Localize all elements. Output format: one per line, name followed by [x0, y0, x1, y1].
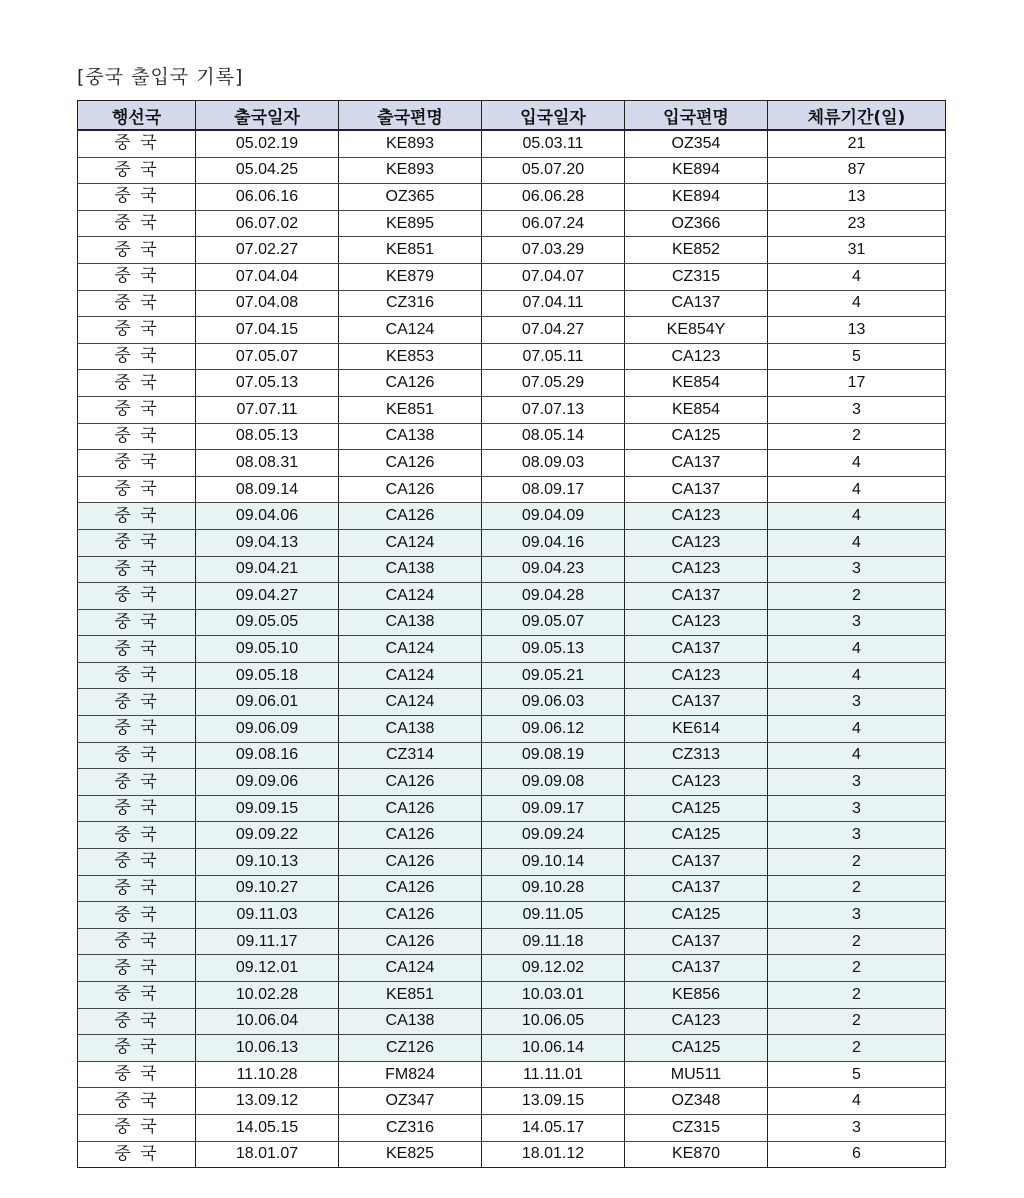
- stay-days-cell: 3: [768, 769, 946, 796]
- stay-days-cell: 4: [768, 476, 946, 503]
- stay-days-cell: 3: [768, 689, 946, 716]
- departure-date-cell: 07.05.07: [196, 343, 339, 370]
- table-row: [78, 662, 946, 689]
- stay-days-cell: 4: [768, 662, 946, 689]
- arrival-flight-cell: MU511: [625, 1061, 768, 1088]
- arrival-date-cell: 09.04.16: [482, 529, 625, 556]
- arrival-date-cell: 09.05.21: [482, 662, 625, 689]
- arrival-flight-cell: CA137: [625, 636, 768, 663]
- arrival-flight-cell: CA137: [625, 476, 768, 503]
- destination-cell: 중 국: [78, 1088, 196, 1115]
- departure-flight-cell: FM824: [339, 1061, 482, 1088]
- departure-date-cell: 08.05.13: [196, 423, 339, 450]
- departure-flight-cell: KE893: [339, 157, 482, 184]
- arrival-flight-cell: CA125: [625, 423, 768, 450]
- stay-days-cell: 87: [768, 157, 946, 184]
- arrival-flight-cell: OZ354: [625, 130, 768, 157]
- destination-cell: 중 국: [78, 529, 196, 556]
- departure-flight-cell: KE851: [339, 396, 482, 423]
- destination-cell: 중 국: [78, 450, 196, 477]
- departure-flight-cell: CA126: [339, 849, 482, 876]
- destination-cell: 중 국: [78, 263, 196, 290]
- arrival-flight-cell: CA125: [625, 1035, 768, 1062]
- table-row: [78, 583, 946, 610]
- stay-days-cell: 6: [768, 1141, 946, 1168]
- table-row: [78, 343, 946, 370]
- arrival-date-cell: 10.06.05: [482, 1008, 625, 1035]
- departure-date-cell: 07.07.11: [196, 396, 339, 423]
- stay-days-cell: 17: [768, 370, 946, 397]
- stay-days-cell: 2: [768, 982, 946, 1009]
- stay-days-cell: 4: [768, 716, 946, 743]
- table-row: [78, 689, 946, 716]
- stay-days-cell: 3: [768, 609, 946, 636]
- document-title: [중국 출입국 기록]: [77, 66, 244, 88]
- stay-days-cell: 2: [768, 1008, 946, 1035]
- stay-days-cell: 2: [768, 875, 946, 902]
- departure-date-cell: 14.05.15: [196, 1114, 339, 1141]
- departure-date-cell: 09.06.09: [196, 716, 339, 743]
- departure-flight-cell: KE895: [339, 210, 482, 237]
- arrival-flight-cell: KE614: [625, 716, 768, 743]
- arrival-date-cell: 05.07.20: [482, 157, 625, 184]
- destination-cell: 중 국: [78, 795, 196, 822]
- departure-flight-cell: CA126: [339, 503, 482, 530]
- departure-flight-cell: KE851: [339, 982, 482, 1009]
- departure-flight-cell: CA126: [339, 795, 482, 822]
- departure-date-cell: 05.04.25: [196, 157, 339, 184]
- departure-date-cell: 09.12.01: [196, 955, 339, 982]
- arrival-flight-cell: KE870: [625, 1141, 768, 1168]
- destination-cell: 중 국: [78, 290, 196, 317]
- header-departure-flight: 출국편명: [339, 101, 482, 131]
- destination-cell: 중 국: [78, 210, 196, 237]
- arrival-date-cell: 05.03.11: [482, 130, 625, 157]
- arrival-date-cell: 07.04.07: [482, 263, 625, 290]
- arrival-flight-cell: CA137: [625, 583, 768, 610]
- table-row: [78, 130, 946, 157]
- departure-date-cell: 10.02.28: [196, 982, 339, 1009]
- table-row: [78, 1061, 946, 1088]
- departure-flight-cell: OZ347: [339, 1088, 482, 1115]
- table-row: [78, 370, 946, 397]
- destination-cell: 중 국: [78, 902, 196, 929]
- departure-flight-cell: CA138: [339, 609, 482, 636]
- stay-days-cell: 13: [768, 184, 946, 211]
- destination-cell: 중 국: [78, 556, 196, 583]
- table-row: [78, 1088, 946, 1115]
- departure-date-cell: 06.06.16: [196, 184, 339, 211]
- arrival-flight-cell: CA125: [625, 902, 768, 929]
- destination-cell: 중 국: [78, 928, 196, 955]
- departure-date-cell: 09.06.01: [196, 689, 339, 716]
- arrival-flight-cell: OZ366: [625, 210, 768, 237]
- departure-date-cell: 06.07.02: [196, 210, 339, 237]
- table-row: [78, 157, 946, 184]
- departure-date-cell: 09.11.17: [196, 928, 339, 955]
- table-row: [78, 423, 946, 450]
- departure-flight-cell: CA126: [339, 822, 482, 849]
- arrival-flight-cell: CA125: [625, 822, 768, 849]
- arrival-date-cell: 09.09.17: [482, 795, 625, 822]
- table-row: [78, 742, 946, 769]
- table-row: [78, 795, 946, 822]
- departure-date-cell: 09.04.27: [196, 583, 339, 610]
- departure-date-cell: 07.02.27: [196, 237, 339, 264]
- departure-flight-cell: CA138: [339, 423, 482, 450]
- departure-flight-cell: CA124: [339, 317, 482, 344]
- arrival-date-cell: 07.03.29: [482, 237, 625, 264]
- departure-flight-cell: KE893: [339, 130, 482, 157]
- table-row: [78, 955, 946, 982]
- table-row: [78, 450, 946, 477]
- table-row: [78, 716, 946, 743]
- departure-date-cell: 09.05.18: [196, 662, 339, 689]
- destination-cell: 중 국: [78, 1061, 196, 1088]
- destination-cell: 중 국: [78, 662, 196, 689]
- table-header-row: [78, 101, 946, 131]
- table-row: [78, 902, 946, 929]
- header-arrival-date: 입국일자: [482, 101, 625, 131]
- arrival-date-cell: 10.06.14: [482, 1035, 625, 1062]
- stay-days-cell: 3: [768, 1114, 946, 1141]
- destination-cell: 중 국: [78, 1035, 196, 1062]
- departure-flight-cell: KE853: [339, 343, 482, 370]
- arrival-date-cell: 11.11.01: [482, 1061, 625, 1088]
- arrival-date-cell: 07.07.13: [482, 396, 625, 423]
- stay-days-cell: 23: [768, 210, 946, 237]
- stay-days-cell: 21: [768, 130, 946, 157]
- departure-date-cell: 09.05.05: [196, 609, 339, 636]
- stay-days-cell: 13: [768, 317, 946, 344]
- table-row: [78, 184, 946, 211]
- table-row: [78, 290, 946, 317]
- table-row: [78, 1114, 946, 1141]
- arrival-flight-cell: CZ315: [625, 263, 768, 290]
- destination-cell: 중 국: [78, 742, 196, 769]
- destination-cell: 중 국: [78, 157, 196, 184]
- stay-days-cell: 2: [768, 928, 946, 955]
- header-departure-date: 출국일자: [196, 101, 339, 131]
- departure-date-cell: 07.04.04: [196, 263, 339, 290]
- departure-flight-cell: CA138: [339, 1008, 482, 1035]
- stay-days-cell: 3: [768, 556, 946, 583]
- destination-cell: 중 국: [78, 184, 196, 211]
- departure-flight-cell: CZ126: [339, 1035, 482, 1062]
- destination-cell: 중 국: [78, 636, 196, 663]
- stay-days-cell: 3: [768, 795, 946, 822]
- arrival-date-cell: 09.10.28: [482, 875, 625, 902]
- stay-days-cell: 3: [768, 396, 946, 423]
- arrival-date-cell: 18.01.12: [482, 1141, 625, 1168]
- table-row: [78, 928, 946, 955]
- destination-cell: 중 국: [78, 875, 196, 902]
- destination-cell: 중 국: [78, 476, 196, 503]
- departure-flight-cell: CA138: [339, 556, 482, 583]
- arrival-date-cell: 13.09.15: [482, 1088, 625, 1115]
- departure-flight-cell: CZ314: [339, 742, 482, 769]
- arrival-date-cell: 10.03.01: [482, 982, 625, 1009]
- destination-cell: 중 국: [78, 237, 196, 264]
- table-row: [78, 503, 946, 530]
- arrival-date-cell: 09.08.19: [482, 742, 625, 769]
- departure-flight-cell: CZ316: [339, 1114, 482, 1141]
- departure-date-cell: 07.04.15: [196, 317, 339, 344]
- arrival-flight-cell: KE894: [625, 184, 768, 211]
- table-row: [78, 317, 946, 344]
- arrival-date-cell: 08.05.14: [482, 423, 625, 450]
- arrival-date-cell: 07.05.29: [482, 370, 625, 397]
- arrival-flight-cell: CA123: [625, 343, 768, 370]
- arrival-flight-cell: KE854: [625, 370, 768, 397]
- departure-date-cell: 09.09.15: [196, 795, 339, 822]
- table-row: [78, 609, 946, 636]
- arrival-flight-cell: CA137: [625, 875, 768, 902]
- stay-days-cell: 4: [768, 742, 946, 769]
- stay-days-cell: 3: [768, 822, 946, 849]
- departure-date-cell: 13.09.12: [196, 1088, 339, 1115]
- stay-days-cell: 5: [768, 343, 946, 370]
- stay-days-cell: 5: [768, 1061, 946, 1088]
- arrival-flight-cell: CA125: [625, 795, 768, 822]
- destination-cell: 중 국: [78, 1141, 196, 1168]
- arrival-flight-cell: CA137: [625, 849, 768, 876]
- arrival-flight-cell: CA123: [625, 503, 768, 530]
- departure-date-cell: 10.06.13: [196, 1035, 339, 1062]
- destination-cell: 중 국: [78, 849, 196, 876]
- destination-cell: 중 국: [78, 822, 196, 849]
- destination-cell: 중 국: [78, 955, 196, 982]
- departure-date-cell: 05.02.19: [196, 130, 339, 157]
- arrival-flight-cell: CA123: [625, 662, 768, 689]
- arrival-date-cell: 09.11.18: [482, 928, 625, 955]
- arrival-date-cell: 09.09.08: [482, 769, 625, 796]
- departure-flight-cell: CA126: [339, 875, 482, 902]
- destination-cell: 중 국: [78, 689, 196, 716]
- arrival-flight-cell: CA123: [625, 609, 768, 636]
- departure-date-cell: 09.04.06: [196, 503, 339, 530]
- table-row: [78, 1141, 946, 1168]
- table-row: [78, 556, 946, 583]
- departure-flight-cell: CA124: [339, 636, 482, 663]
- arrival-date-cell: 09.05.13: [482, 636, 625, 663]
- destination-cell: 중 국: [78, 609, 196, 636]
- departure-date-cell: 09.04.13: [196, 529, 339, 556]
- departure-date-cell: 07.04.08: [196, 290, 339, 317]
- destination-cell: 중 국: [78, 343, 196, 370]
- arrival-date-cell: 07.04.11: [482, 290, 625, 317]
- stay-days-cell: 4: [768, 1088, 946, 1115]
- arrival-flight-cell: KE894: [625, 157, 768, 184]
- stay-days-cell: 2: [768, 583, 946, 610]
- arrival-flight-cell: CA123: [625, 1008, 768, 1035]
- destination-cell: 중 국: [78, 370, 196, 397]
- departure-flight-cell: CA126: [339, 769, 482, 796]
- arrival-date-cell: 06.07.24: [482, 210, 625, 237]
- destination-cell: 중 국: [78, 396, 196, 423]
- table-row: [78, 1035, 946, 1062]
- arrival-date-cell: 09.06.03: [482, 689, 625, 716]
- arrival-flight-cell: CA123: [625, 529, 768, 556]
- arrival-date-cell: 07.04.27: [482, 317, 625, 344]
- arrival-date-cell: 07.05.11: [482, 343, 625, 370]
- destination-cell: 중 국: [78, 982, 196, 1009]
- stay-days-cell: 3: [768, 902, 946, 929]
- arrival-flight-cell: KE854: [625, 396, 768, 423]
- departure-date-cell: 18.01.07: [196, 1141, 339, 1168]
- table-row: [78, 210, 946, 237]
- departure-date-cell: 09.11.03: [196, 902, 339, 929]
- departure-date-cell: 09.09.06: [196, 769, 339, 796]
- departure-date-cell: 08.08.31: [196, 450, 339, 477]
- stay-days-cell: 4: [768, 529, 946, 556]
- arrival-flight-cell: CZ313: [625, 742, 768, 769]
- departure-flight-cell: CA124: [339, 583, 482, 610]
- destination-cell: 중 국: [78, 130, 196, 157]
- arrival-date-cell: 09.11.05: [482, 902, 625, 929]
- arrival-flight-cell: CA137: [625, 955, 768, 982]
- destination-cell: 중 국: [78, 769, 196, 796]
- arrival-date-cell: 06.06.28: [482, 184, 625, 211]
- departure-date-cell: 10.06.04: [196, 1008, 339, 1035]
- stay-days-cell: 4: [768, 263, 946, 290]
- departure-flight-cell: CA138: [339, 716, 482, 743]
- destination-cell: 중 국: [78, 1114, 196, 1141]
- destination-cell: 중 국: [78, 1008, 196, 1035]
- departure-flight-cell: CA126: [339, 928, 482, 955]
- table-row: [78, 822, 946, 849]
- departure-flight-cell: KE851: [339, 237, 482, 264]
- departure-date-cell: 08.09.14: [196, 476, 339, 503]
- table-row: [78, 849, 946, 876]
- departure-flight-cell: CA124: [339, 955, 482, 982]
- departure-flight-cell: KE879: [339, 263, 482, 290]
- arrival-flight-cell: KE856: [625, 982, 768, 1009]
- departure-flight-cell: CZ316: [339, 290, 482, 317]
- departure-flight-cell: CA124: [339, 529, 482, 556]
- departure-date-cell: 11.10.28: [196, 1061, 339, 1088]
- arrival-flight-cell: CA137: [625, 689, 768, 716]
- departure-flight-cell: OZ365: [339, 184, 482, 211]
- arrival-flight-cell: KE854Y: [625, 317, 768, 344]
- table-row: [78, 396, 946, 423]
- stay-days-cell: 2: [768, 1035, 946, 1062]
- departure-flight-cell: CA126: [339, 370, 482, 397]
- arrival-flight-cell: CA137: [625, 450, 768, 477]
- arrival-date-cell: 09.04.09: [482, 503, 625, 530]
- stay-days-cell: 2: [768, 423, 946, 450]
- destination-cell: 중 국: [78, 503, 196, 530]
- arrival-date-cell: 08.09.03: [482, 450, 625, 477]
- stay-days-cell: 4: [768, 503, 946, 530]
- arrival-flight-cell: CA123: [625, 769, 768, 796]
- arrival-date-cell: 09.09.24: [482, 822, 625, 849]
- table-row: [78, 636, 946, 663]
- departure-date-cell: 09.08.16: [196, 742, 339, 769]
- arrival-flight-cell: CZ315: [625, 1114, 768, 1141]
- departure-flight-cell: CA126: [339, 902, 482, 929]
- table-row: [78, 263, 946, 290]
- table-row: [78, 982, 946, 1009]
- arrival-date-cell: 09.10.14: [482, 849, 625, 876]
- stay-days-cell: 2: [768, 955, 946, 982]
- table-row: [78, 769, 946, 796]
- table-row: [78, 1008, 946, 1035]
- arrival-date-cell: 09.12.02: [482, 955, 625, 982]
- table-row: [78, 529, 946, 556]
- departure-date-cell: 09.09.22: [196, 822, 339, 849]
- arrival-flight-cell: OZ348: [625, 1088, 768, 1115]
- arrival-flight-cell: CA137: [625, 290, 768, 317]
- departure-flight-cell: CA124: [339, 662, 482, 689]
- arrival-flight-cell: KE852: [625, 237, 768, 264]
- departure-date-cell: 09.10.13: [196, 849, 339, 876]
- departure-date-cell: 09.04.21: [196, 556, 339, 583]
- arrival-date-cell: 09.04.23: [482, 556, 625, 583]
- destination-cell: 중 국: [78, 423, 196, 450]
- arrival-flight-cell: CA123: [625, 556, 768, 583]
- table-row: [78, 875, 946, 902]
- arrival-date-cell: 14.05.17: [482, 1114, 625, 1141]
- departure-flight-cell: KE825: [339, 1141, 482, 1168]
- stay-days-cell: 31: [768, 237, 946, 264]
- stay-days-cell: 4: [768, 636, 946, 663]
- table-row: [78, 476, 946, 503]
- travel-records-table: [77, 100, 946, 1168]
- departure-date-cell: 07.05.13: [196, 370, 339, 397]
- arrival-flight-cell: CA137: [625, 928, 768, 955]
- stay-days-cell: 4: [768, 450, 946, 477]
- arrival-date-cell: 09.06.12: [482, 716, 625, 743]
- stay-days-cell: 4: [768, 290, 946, 317]
- stay-days-cell: 2: [768, 849, 946, 876]
- header-destination: 행선국: [78, 101, 196, 131]
- departure-flight-cell: CA124: [339, 689, 482, 716]
- departure-flight-cell: CA126: [339, 476, 482, 503]
- departure-date-cell: 09.05.10: [196, 636, 339, 663]
- destination-cell: 중 국: [78, 583, 196, 610]
- arrival-date-cell: 08.09.17: [482, 476, 625, 503]
- arrival-date-cell: 09.04.28: [482, 583, 625, 610]
- header-stay-days: 체류기간(일): [768, 101, 946, 131]
- departure-flight-cell: CA126: [339, 450, 482, 477]
- departure-date-cell: 09.10.27: [196, 875, 339, 902]
- destination-cell: 중 국: [78, 716, 196, 743]
- header-arrival-flight: 입국편명: [625, 101, 768, 131]
- destination-cell: 중 국: [78, 317, 196, 344]
- table-row: [78, 237, 946, 264]
- arrival-date-cell: 09.05.07: [482, 609, 625, 636]
